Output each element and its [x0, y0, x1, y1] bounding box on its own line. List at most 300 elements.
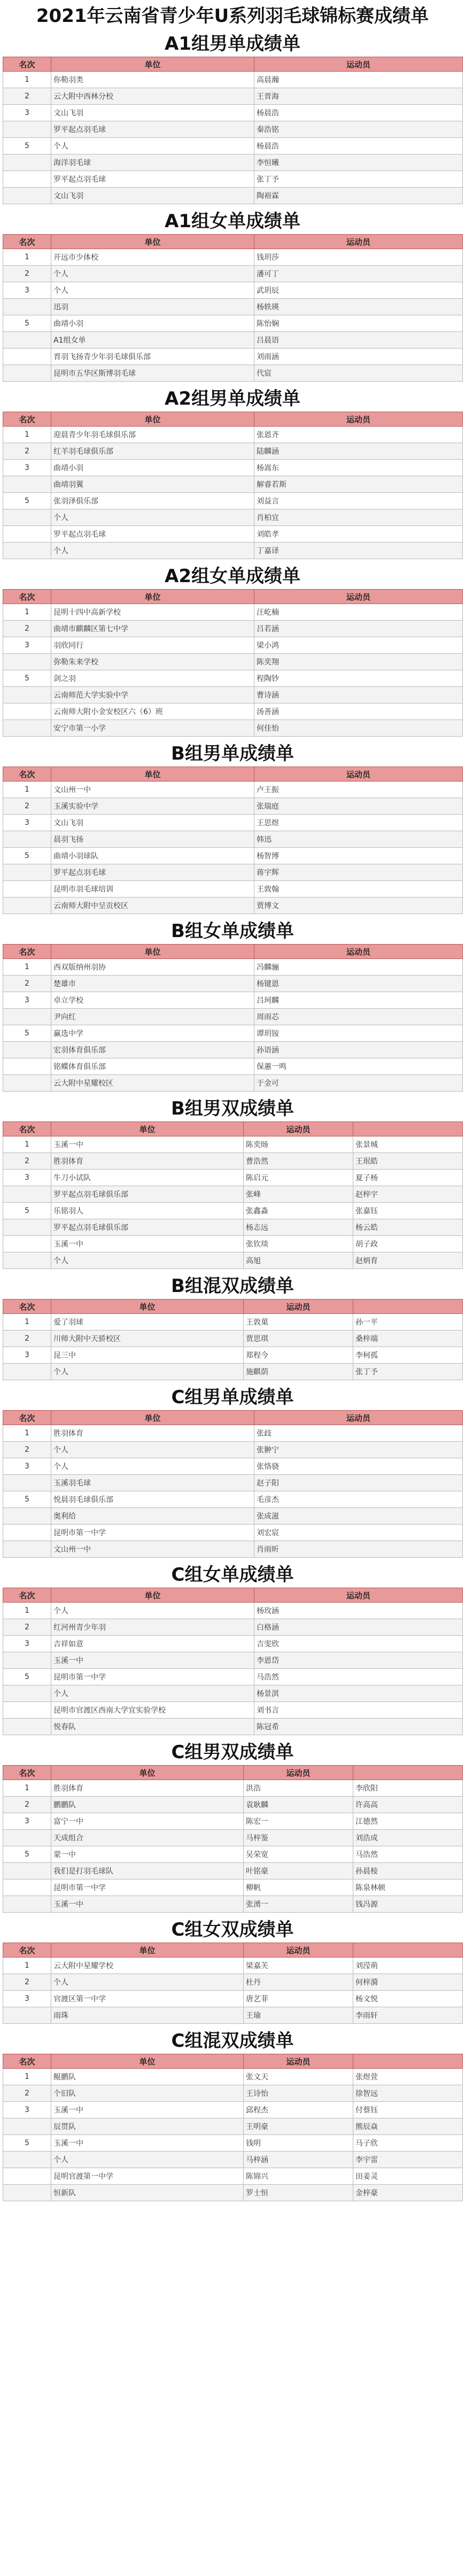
column-header: 名次	[3, 1943, 51, 1958]
athlete-cell: 杨玫涵	[254, 1603, 463, 1619]
rank-cell: 5	[3, 1669, 51, 1685]
athlete-cell: 韩迅	[254, 831, 463, 848]
section-title: A1组女单成绩单	[165, 211, 300, 232]
athlete-cell: 张歧	[254, 1425, 463, 1442]
column-header: 运动员	[254, 412, 463, 427]
column-header	[353, 1299, 463, 1314]
results-table	[3, 1299, 463, 1380]
athlete-cell: 吴荣宽	[244, 1846, 353, 1863]
athlete-cell: 武玥辰	[254, 282, 463, 299]
unit-cell: 个旧队	[51, 2085, 244, 2102]
athlete-cell: 孙一平	[353, 1314, 463, 1330]
unit-cell: 弥勒朱来学校	[51, 654, 254, 670]
table-row	[3, 543, 463, 559]
table-row	[3, 121, 463, 138]
rank-cell: 1	[3, 1314, 51, 1330]
results-table	[3, 1765, 463, 1913]
athlete-cell: 李恒曦	[254, 154, 463, 171]
rank-cell: 1	[3, 604, 51, 621]
athlete-cell: 何佳怡	[254, 720, 463, 737]
athlete-cell: 白格涵	[254, 1619, 463, 1636]
unit-cell: 辰贯队	[51, 2118, 244, 2135]
unit-cell: 玉溪一中	[51, 1136, 244, 1153]
results-section	[3, 1386, 462, 1558]
section-title: C组混双成绩单	[171, 2030, 294, 2052]
athlete-cell: 桑梓端	[353, 1330, 463, 1347]
section-title: C组男双成绩单	[171, 1742, 294, 1763]
athlete-cell: 陈奕翔	[254, 654, 463, 670]
unit-cell: 尹向红	[51, 1009, 254, 1025]
athlete-cell: 张鑫淼	[244, 1203, 353, 1219]
column-header: 名次	[3, 1122, 51, 1136]
column-header: 单位	[51, 235, 254, 249]
unit-cell: 剑之羽	[51, 670, 254, 687]
rank-cell: 3	[3, 815, 51, 831]
rank-cell	[3, 1719, 51, 1735]
rank-cell: 2	[3, 1619, 51, 1636]
unit-cell: 富宁一中	[51, 1813, 244, 1830]
table-row	[3, 1958, 463, 1974]
unit-cell: 个人	[51, 266, 254, 282]
results-section	[3, 1274, 462, 1380]
table-row	[3, 1896, 463, 1913]
table-row	[3, 1813, 463, 1830]
table-row	[3, 687, 463, 703]
unit-cell: 曲靖小羽	[51, 460, 254, 476]
unit-cell: 文山飞羽	[51, 188, 254, 204]
table-row	[3, 1974, 463, 1991]
table-row	[3, 1153, 463, 1170]
rank-cell: 2	[3, 2085, 51, 2102]
unit-cell: 楚雄市	[51, 976, 254, 992]
unit-cell: 迎晨青少年羽毛球俱乐部	[51, 427, 254, 443]
rank-cell	[3, 476, 51, 493]
section-title: A2组男单成绩单	[165, 388, 300, 409]
unit-cell: 云南师范大学实验中学	[51, 687, 254, 703]
unit-cell: 曲靖市麒麟区第七中学	[51, 621, 254, 637]
rank-cell	[3, 154, 51, 171]
unit-cell: 罗平起点羽毛球	[51, 864, 254, 881]
table-row	[3, 1252, 463, 1269]
table-row	[3, 1863, 463, 1879]
column-header: 名次	[3, 767, 51, 782]
table-row	[3, 1491, 463, 1508]
document-title: 2021年云南省青少年U系列羽毛球锦标赛成绩单	[36, 5, 429, 27]
athlete-cell: 李欣阳	[353, 1780, 463, 1797]
table-row	[3, 171, 463, 188]
column-header: 运动员	[244, 1299, 353, 1314]
unit-cell: 雨珠	[51, 2007, 244, 2024]
column-header: 单位	[51, 412, 254, 427]
table-header-row	[3, 1766, 463, 1780]
rank-cell	[3, 1879, 51, 1896]
rank-cell	[3, 2185, 51, 2201]
unit-cell: 悦春队	[51, 1719, 254, 1735]
athlete-cell: 高旭	[244, 1252, 353, 1269]
rank-cell	[3, 1702, 51, 1719]
athlete-cell: 赵子阳	[254, 1475, 463, 1491]
unit-cell: 昆三中	[51, 1347, 244, 1364]
table-row	[3, 2085, 463, 2102]
table-row	[3, 1425, 463, 1442]
column-header: 单位	[51, 945, 254, 959]
athlete-cell: 肖雨昕	[254, 1541, 463, 1558]
column-header: 单位	[51, 1943, 244, 1958]
table-row	[3, 1042, 463, 1058]
rank-cell	[3, 720, 51, 737]
athlete-cell: 周雨芯	[254, 1009, 463, 1025]
athlete-cell: 施麒荫	[244, 1364, 353, 1380]
column-header: 单位	[51, 57, 254, 72]
athlete-cell: 张成滋	[254, 1508, 463, 1525]
rank-cell	[3, 1219, 51, 1236]
table-row	[3, 2168, 463, 2185]
table-row	[3, 2135, 463, 2152]
rank-cell: 3	[3, 1813, 51, 1830]
unit-cell: 昆明市五华区斯博羽毛球	[51, 365, 254, 382]
column-header: 单位	[51, 767, 254, 782]
athlete-cell: 何梓漪	[353, 1974, 463, 1991]
rank-cell: 1	[3, 1780, 51, 1797]
column-header: 运动员	[254, 1411, 463, 1425]
column-header: 单位	[51, 1766, 244, 1780]
table-header-row	[3, 235, 463, 249]
rank-cell: 2	[3, 1153, 51, 1170]
athlete-cell: 陈奕旸	[244, 1136, 353, 1153]
unit-cell: 昆明市第一中学	[51, 1525, 254, 1541]
athlete-cell: 柳帆	[244, 1879, 353, 1896]
rank-cell: 1	[3, 782, 51, 798]
athlete-cell: 唐艺菲	[244, 1991, 353, 2007]
rank-cell	[3, 332, 51, 349]
unit-cell: 个人	[51, 2152, 244, 2168]
unit-cell: 安宁市第一小学	[51, 720, 254, 737]
unit-cell: 个人	[51, 1364, 244, 1380]
table-header-row	[3, 1411, 463, 1425]
table-row	[3, 2007, 463, 2024]
table-row	[3, 282, 463, 299]
table-row	[3, 299, 463, 315]
unit-cell: 玉溪一中	[51, 2102, 244, 2118]
athlete-cell: 曹诗涵	[254, 687, 463, 703]
column-header: 运动员	[244, 1943, 353, 1958]
rank-cell: 3	[3, 282, 51, 299]
results-section	[3, 210, 462, 382]
unit-cell: 文山飞羽	[51, 105, 254, 121]
rank-cell: 1	[3, 1958, 51, 1974]
column-header: 单位	[51, 1122, 244, 1136]
rank-cell: 2	[3, 1330, 51, 1347]
unit-cell: 昆明市羽毛球培训	[51, 881, 254, 898]
athlete-cell: 陆麟涵	[254, 443, 463, 460]
section-title: B组混双成绩单	[171, 1275, 294, 1297]
athlete-cell: 赵梓宇	[353, 1186, 463, 1203]
results-section	[3, 1563, 462, 1735]
column-header	[353, 1943, 463, 1958]
table-row	[3, 1442, 463, 1458]
unit-cell: 曲靖小羽球队	[51, 848, 254, 864]
athlete-cell: 陈启元	[244, 1170, 353, 1186]
rank-cell: 5	[3, 1025, 51, 1042]
table-header-row	[3, 767, 463, 782]
unit-cell: 宏羽体育俱乐部	[51, 1042, 254, 1058]
athlete-cell: 肖柏宜	[254, 509, 463, 526]
rank-cell	[3, 349, 51, 365]
table-row	[3, 427, 463, 443]
table-row	[3, 1541, 463, 1558]
table-row	[3, 1603, 463, 1619]
athlete-cell: 陈宏一	[244, 1813, 353, 1830]
results-section	[3, 1918, 462, 2024]
results-table	[3, 589, 463, 737]
unit-cell: 红羊羽毛球俱乐部	[51, 443, 254, 460]
table-row	[3, 249, 463, 266]
table-row	[3, 1830, 463, 1846]
athlete-cell: 袁耿麟	[244, 1797, 353, 1813]
unit-cell: 官渡区第一中学	[51, 1991, 244, 2007]
table-row	[3, 1009, 463, 1025]
column-header: 运动员	[254, 590, 463, 604]
athlete-cell: 张丁予	[254, 171, 463, 188]
rank-cell: 5	[3, 1846, 51, 1863]
table-row	[3, 476, 463, 493]
results-table	[3, 57, 463, 204]
results-section	[3, 564, 462, 737]
athlete-cell: 夏子杨	[353, 1170, 463, 1186]
rank-cell: 2	[3, 266, 51, 282]
athlete-cell: 李柯孤	[353, 1347, 463, 1364]
table-row	[3, 1219, 463, 1236]
results-section	[3, 919, 462, 1092]
section-title: B组女单成绩单	[171, 920, 294, 942]
unit-cell: 罗平起点羽毛球	[51, 121, 254, 138]
athlete-cell: 王瑜	[244, 2007, 353, 2024]
rank-cell: 3	[3, 1170, 51, 1186]
table-row	[3, 720, 463, 737]
table-row	[3, 654, 463, 670]
athlete-cell: 徐智远	[353, 2085, 463, 2102]
table-row	[3, 443, 463, 460]
table-row	[3, 1719, 463, 1735]
rank-cell: 1	[3, 2069, 51, 2085]
results-section	[3, 1740, 462, 1913]
rank-cell: 3	[3, 105, 51, 121]
table-row	[3, 1136, 463, 1153]
table-header-row	[3, 412, 463, 427]
column-header: 名次	[3, 235, 51, 249]
athlete-cell: 叶铭豪	[244, 1863, 353, 1879]
athlete-cell: 邱程杰	[244, 2102, 353, 2118]
table-header-row	[3, 2054, 463, 2069]
unit-cell: 奥利给	[51, 1508, 254, 1525]
athlete-cell: 李宇雷	[353, 2152, 463, 2168]
athlete-cell: 梁小鸿	[254, 637, 463, 654]
column-header: 名次	[3, 2054, 51, 2069]
table-header-row	[3, 1122, 463, 1136]
athlete-cell: 于金可	[254, 1075, 463, 1092]
rank-cell	[3, 1364, 51, 1380]
athlete-cell: 胡子政	[353, 1236, 463, 1252]
athlete-cell: 马梓鉴	[244, 1830, 353, 1846]
table-row	[3, 1702, 463, 1719]
rank-cell: 3	[3, 1458, 51, 1475]
unit-cell: 文山州一中	[51, 1541, 254, 1558]
athlete-cell: 陈泉林顿	[353, 1879, 463, 1896]
rank-cell: 3	[3, 1991, 51, 2007]
athlete-cell: 王敦翰	[254, 881, 463, 898]
table-row	[3, 332, 463, 349]
rank-cell	[3, 1652, 51, 1669]
rank-cell	[3, 881, 51, 898]
table-row	[3, 1525, 463, 1541]
column-header: 运动员	[254, 57, 463, 72]
table-row	[3, 88, 463, 105]
unit-cell: 爱了羽球	[51, 1314, 244, 1330]
table-row	[3, 2069, 463, 2085]
athlete-cell: 王晋海	[254, 88, 463, 105]
column-header: 单位	[51, 1588, 254, 1603]
rank-cell	[3, 2168, 51, 2185]
unit-cell: 天成组合	[51, 1830, 244, 1846]
rank-cell: 1	[3, 72, 51, 88]
rank-cell: 1	[3, 1136, 51, 1153]
results-table	[3, 1410, 463, 1558]
unit-cell: 乐铭羽人	[51, 1203, 244, 1219]
rank-cell	[3, 365, 51, 382]
table-row	[3, 670, 463, 687]
athlete-cell: 张瑞庭	[254, 798, 463, 815]
section-title: A1组男单成绩单	[165, 33, 300, 55]
rank-cell: 3	[3, 1347, 51, 1364]
column-header: 名次	[3, 945, 51, 959]
unit-cell: 文山飞羽	[51, 815, 254, 831]
column-header: 名次	[3, 1299, 51, 1314]
athlete-cell: 张丁予	[353, 1364, 463, 1380]
table-header-row	[3, 1299, 463, 1314]
rank-cell: 3	[3, 992, 51, 1009]
athlete-cell: 刘浩成	[353, 1830, 463, 1846]
athlete-cell: 孙晨桉	[353, 1863, 463, 1879]
athlete-cell: 张钦琰	[244, 1236, 353, 1252]
column-header: 单位	[51, 2054, 244, 2069]
rank-cell: 3	[3, 460, 51, 476]
results-table	[3, 1121, 463, 1269]
column-header: 名次	[3, 590, 51, 604]
table-row	[3, 831, 463, 848]
table-row	[3, 1170, 463, 1186]
athlete-cell: 马浩然	[353, 1846, 463, 1863]
athlete-cell: 刘雨涵	[254, 349, 463, 365]
athlete-cell: 王思煜	[254, 815, 463, 831]
table-header-row	[3, 1588, 463, 1603]
rank-cell: 5	[3, 315, 51, 332]
rank-cell	[3, 1525, 51, 1541]
unit-cell: 云南师大附小金安校区六（6）班	[51, 703, 254, 720]
table-row	[3, 1347, 463, 1364]
rank-cell	[3, 1186, 51, 1203]
athlete-cell: 钱明	[244, 2135, 353, 2152]
athlete-cell: 马梓涵	[244, 2152, 353, 2168]
rank-cell: 2	[3, 443, 51, 460]
rank-cell	[3, 1863, 51, 1879]
rank-cell: 1	[3, 1603, 51, 1619]
athlete-cell: 罗士恒	[244, 2185, 353, 2201]
unit-cell: 红河州青少年羽	[51, 1619, 254, 1636]
athlete-cell: 贾博文	[254, 898, 463, 914]
table-row	[3, 815, 463, 831]
rank-cell	[3, 299, 51, 315]
rank-cell	[3, 171, 51, 188]
table-row	[3, 460, 463, 476]
athlete-cell: 钱玥莎	[254, 249, 463, 266]
unit-cell: 蒙一中	[51, 1846, 244, 1863]
athlete-cell: 王珉皓	[353, 1153, 463, 1170]
table-row	[3, 782, 463, 798]
table-row	[3, 349, 463, 365]
unit-cell: 个人	[51, 1685, 254, 1702]
results-table	[3, 767, 463, 914]
table-row	[3, 365, 463, 382]
rank-cell	[3, 1236, 51, 1252]
rank-cell: 1	[3, 249, 51, 266]
unit-cell: 罗平起点羽毛球俱乐部	[51, 1219, 244, 1236]
unit-cell: 开远市少体校	[51, 249, 254, 266]
table-row	[3, 703, 463, 720]
athlete-cell: 卢王振	[254, 782, 463, 798]
rank-cell	[3, 121, 51, 138]
unit-cell: 个人	[51, 543, 254, 559]
table-row	[3, 604, 463, 621]
unit-cell: 个人	[51, 1603, 254, 1619]
table-row	[3, 1330, 463, 1347]
athlete-cell: 刘书言	[254, 1702, 463, 1719]
rank-cell	[3, 1896, 51, 1913]
athlete-cell: 潘可丁	[254, 266, 463, 282]
table-header-row	[3, 945, 463, 959]
athlete-cell: 梁嘉芙	[244, 1958, 353, 1974]
rank-cell: 5	[3, 493, 51, 509]
athlete-cell: 许高高	[353, 1797, 463, 1813]
unit-cell: 胜羽体育	[51, 1153, 244, 1170]
unit-cell: 牛刀小试队	[51, 1170, 244, 1186]
unit-cell: 玉溪实验中学	[51, 798, 254, 815]
unit-cell: 玉溪一中	[51, 1652, 254, 1669]
unit-cell: 罗平起点羽毛球俱乐部	[51, 1186, 244, 1203]
unit-cell: 昆明市第一中学	[51, 1669, 254, 1685]
table-row	[3, 1025, 463, 1042]
rank-cell	[3, 188, 51, 204]
table-row	[3, 2152, 463, 2168]
athlete-cell: 杨晨浩	[254, 105, 463, 121]
athlete-cell: 田姜灵	[353, 2168, 463, 2185]
table-row	[3, 1475, 463, 1491]
unit-cell: 海洋羽毛球	[51, 154, 254, 171]
rank-cell	[3, 1058, 51, 1075]
table-row	[3, 798, 463, 815]
athlete-cell: 陶裕霖	[254, 188, 463, 204]
athlete-cell: 汪屹楠	[254, 604, 463, 621]
unit-cell: 个人	[51, 1974, 244, 1991]
results-sections	[3, 32, 462, 2201]
unit-cell: 罗平起点羽毛球	[51, 171, 254, 188]
section-title: C组女单成绩单	[171, 1564, 294, 1585]
column-header: 运动员	[254, 945, 463, 959]
unit-cell: 张羽泽俱乐部	[51, 493, 254, 509]
column-header: 运动员	[254, 235, 463, 249]
table-row	[3, 621, 463, 637]
unit-cell: 文山州一中	[51, 782, 254, 798]
athlete-cell: 江德然	[353, 1813, 463, 1830]
